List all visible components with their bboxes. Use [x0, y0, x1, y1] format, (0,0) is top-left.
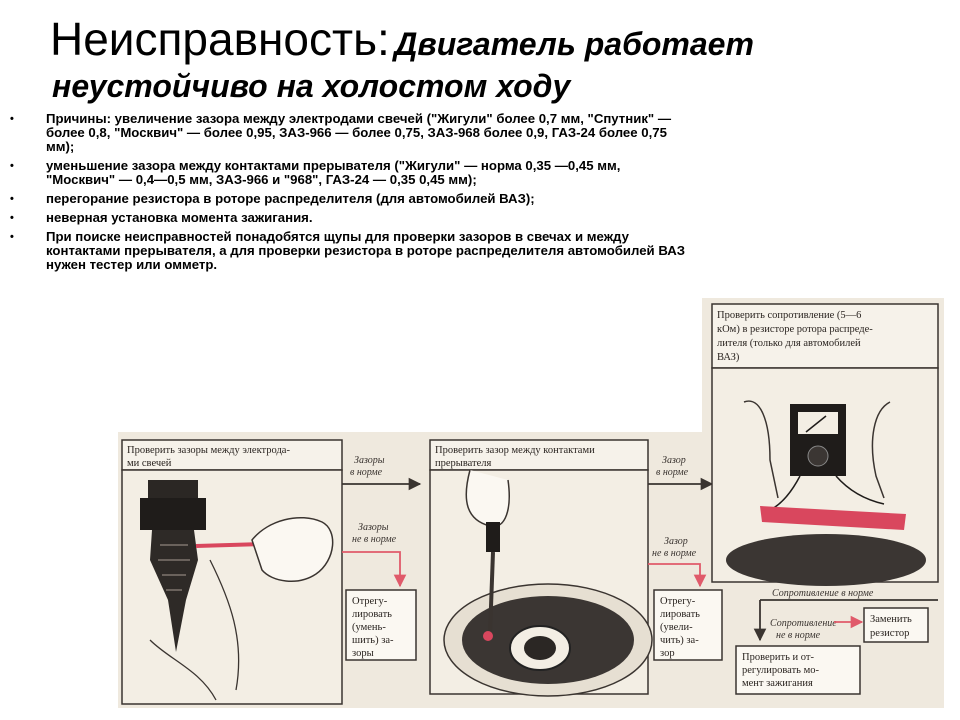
title-fault-label: Неисправность: [50, 13, 390, 65]
panel1-bad-label-line1: Зазоры [358, 522, 389, 533]
panel1-fix-line2: лировать [352, 609, 392, 620]
panel2-bad-label-line2: не в норме [652, 548, 697, 559]
list-item: • уменьшение зазора между контактами прерывателя ("Жигули" — норма 0,35 —0,45 мм, "Москвич" — 0,4—0,5 мм, ЗАЗ-966 и "968", ГАЗ-24 — 0,35 0,45 мм); [10, 158, 621, 187]
panel3-ok-label: Сопротивление в норме [772, 588, 874, 599]
panel2-bad-label-line1: Зазор [664, 536, 688, 547]
panel2-fix-line2: лировать [660, 609, 700, 620]
title-emphasis-1: Двигатель работает [394, 26, 754, 62]
distributor-rotor-base [726, 534, 926, 586]
panel3-bad-label-line2: не в норме [776, 630, 821, 641]
panel2-header-line1: Проверить зазор между контактами [435, 445, 595, 456]
bullet-dot: • [10, 212, 14, 224]
feeler-gauge-tip [483, 631, 493, 641]
screwdriver-handle [486, 522, 500, 552]
panel3-final-line3: мент зажигания [742, 678, 813, 689]
list-item: • перегорание резистора в роторе распределителя (для автомобилей ВАЗ); [10, 191, 535, 206]
panel1-fix-line4: шить) за- [352, 635, 394, 646]
panel1-bad-label-line2: не в норме [352, 534, 397, 545]
feeler-gauge-wire [196, 544, 262, 546]
panel3-header-line1: Проверить сопротивление (5—6 [717, 310, 862, 321]
panel2-fix-line1: Отрегу- [660, 596, 696, 607]
panel1-fix-line3: (умень- [352, 622, 386, 633]
panel3-bad-label-line1: Сопротивление [770, 618, 837, 629]
panel2-fix-line4: чить) за- [660, 635, 699, 646]
bullet-dot: • [10, 193, 14, 205]
panel2-fix-line5: зор [660, 648, 675, 659]
panel1-header-line1: Проверить зазоры между электрода- [127, 445, 290, 456]
panel3-final-line2: регулировать мо- [742, 665, 819, 676]
panel1-fix-line1: Отрегу- [352, 596, 388, 607]
bullet-dot: • [10, 113, 14, 125]
title-emphasis-2: неустойчиво на холостом ходу [52, 68, 571, 104]
panel1-ok-label-line1: Зазоры [354, 455, 385, 466]
panel3-final-line1: Проверить и от- [742, 652, 814, 663]
panel3-header-line4: ВАЗ) [717, 352, 740, 363]
spark-plug-hex-nut [140, 498, 206, 530]
panel1-fix-line5: зоры [352, 648, 374, 659]
panel2-ok-label-line1: Зазор [662, 455, 686, 466]
list-item: • неверная установка момента зажигания. [10, 210, 313, 225]
panel3-replace-line1: Заменить [870, 614, 912, 625]
bullet-dot: • [10, 160, 14, 172]
panel3-replace-line2: резистор [870, 628, 910, 639]
list-item: • При поиске неисправностей понадобятся щупы для проверки зазоров в свечах и между контактами прерывателя, а для проверки резистора в роторе распределителя автомобилей ВАЗ нужен тестер или омметр. [10, 229, 685, 272]
panel1-ok-label-line2: в норме [350, 467, 383, 478]
panel2-header-line2: прерывателя [435, 458, 492, 469]
panel3-header-line3: лителя (только для автомобилей [717, 338, 861, 349]
panel1-header-line2: ми свечей [127, 458, 172, 469]
distributor-shaft [524, 636, 556, 660]
panel2-ok-label-line2: в норме [656, 467, 689, 478]
bullet-dot: • [10, 231, 14, 243]
list-item: • Причины: увеличение зазора между электродами свечей ("Жигули" более 0,7 мм, "Спутник" — более 0,8, "Москвич" — более 0,95, ЗАЗ-966 — более 0,75, ЗАЗ-968 более 0,9, ГАЗ-24 более 0,75 мм); [10, 111, 672, 154]
panel2-fix-line3: (увели- [660, 622, 693, 633]
spark-plug-terminal [148, 480, 198, 498]
panel3-header-line2: кОм) в резисторе ротора распреде- [717, 324, 873, 335]
ohmmeter-knob [808, 446, 828, 466]
